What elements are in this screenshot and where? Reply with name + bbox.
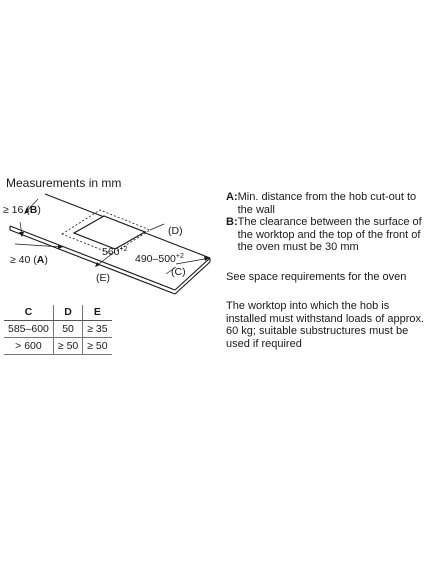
note-oven: See space requirements for the oven [226,270,407,283]
table-cell: 585–600 [4,321,53,338]
label-width-tolerance: +2 [119,246,128,253]
table-cell: ≥ 50 [53,338,82,355]
column-header-c: C [4,305,53,321]
table-cell: 50 [53,321,82,338]
table-row [4,321,112,338]
label-b-prefix: ≥ 16 ( [3,204,30,216]
table-header-row [4,305,112,321]
label-width [102,246,128,258]
column-header-e: E [83,305,112,321]
label-e: (E) [96,272,110,284]
table-row [4,338,112,355]
note-a [226,191,426,216]
label-width-value: 560 [102,246,120,258]
hob-outline [74,216,145,249]
label-c: (C) [171,266,186,278]
label-b-suffix: ) [37,204,41,216]
label-depth [135,253,184,265]
label-b [3,204,41,216]
notes-panel [226,191,426,350]
measurements-title: Measurements in mm [6,176,122,190]
dimensions-table [4,305,112,355]
label-a-suffix: ) [44,254,48,266]
label-d: (D) [168,225,183,237]
table-cell: ≥ 50 [83,338,112,355]
table-cell: > 600 [4,338,53,355]
table-cell: ≥ 35 [83,321,112,338]
column-header-d: D [53,305,82,321]
label-depth-value: 490–500 [135,253,176,265]
label-b-letter: B [29,204,38,216]
label-a-prefix: ≥ 40 ( [10,254,37,266]
label-a-letter: A [36,254,45,266]
note-b [226,216,426,254]
note-a-key: A: [226,191,238,203]
note-b-text: The clearance between the surface of the worktop and the top of the front of the oven must be 30 mm [237,216,422,253]
note-a-text: Min. distance from the hob cut-out to the wall [237,191,417,216]
label-depth-tolerance: +2 [175,253,184,260]
note-b-key: B: [226,216,238,228]
note-load: The worktop into which the hob is installed must withstand loads of approx. 60 kg; suitable substructures must be used if required [226,300,425,350]
installation-diagram [0,190,230,300]
label-a [10,254,48,266]
